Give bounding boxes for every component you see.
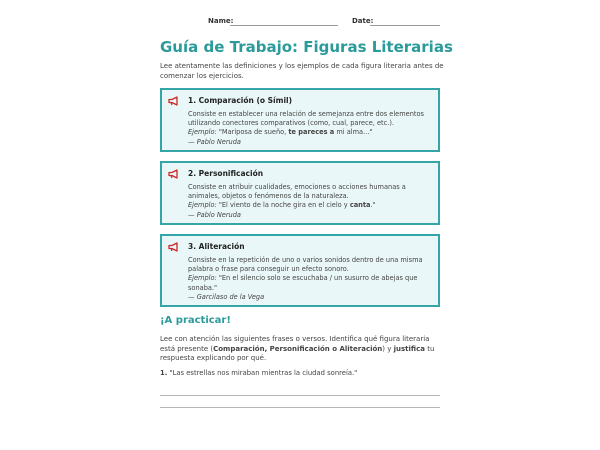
megaphone-icon	[168, 242, 180, 252]
instr-figures: Comparación, Personificación o Aliteración	[213, 344, 383, 353]
instr-post: tu respuesta explicando por qué.	[160, 344, 435, 362]
question-text: "Las estrellas nos miraban mientras la ciudad sonreía."	[167, 369, 358, 377]
author-text: — Garcilaso de la Vega	[188, 292, 265, 301]
page-title: Guía de Trabajo: Figuras Literarias	[160, 38, 453, 56]
question-1	[160, 369, 357, 377]
card-title: 3. Aliteración	[188, 242, 245, 251]
definition-text: Consiste en establecer una relación de semejanza entre dos elementos utilizando conectores comparativos (como, cual, parece, etc.).	[188, 110, 424, 128]
card-aliteracion	[160, 234, 440, 307]
intro-text: Lee atentamente las definiciones y los ejemplos de cada figura literaria antes de comenzar los ejercicios.	[160, 62, 444, 80]
example-text	[188, 201, 436, 210]
date-field-line[interactable]	[370, 25, 440, 26]
example-line2: sonaba."	[188, 283, 218, 292]
example-post: ."	[370, 201, 376, 210]
name-label: Name:	[208, 17, 234, 25]
card-body	[188, 110, 436, 147]
card-body	[188, 256, 436, 302]
card-body	[188, 183, 436, 220]
megaphone-icon	[168, 96, 180, 106]
definition-text: Consiste en la repetición de uno o varios sonidos dentro de una misma palabra o frase para conseguir un efecto sonoro.	[188, 256, 423, 274]
card-title: 2. Personificación	[188, 169, 264, 178]
example-line1: "En el silencio solo se escuchaba / un susurro de abejas que	[216, 274, 418, 283]
example-label: Ejemplo:	[188, 274, 217, 283]
answer-line-1[interactable]	[160, 395, 440, 396]
card-title: 1. Comparación (o Símil)	[188, 96, 293, 105]
instr-pre: Lee con atención las siguientes frases o versos. Identifica qué figura literaria está presente (	[160, 335, 430, 353]
example-bold: canta	[349, 201, 371, 210]
card-comparacion	[160, 88, 440, 152]
example-pre: "Mariposa de sueño,	[216, 128, 289, 137]
practice-heading: ¡A practicar!	[160, 315, 231, 326]
instr-justify: justifica	[393, 344, 425, 353]
practice-instructions	[160, 335, 445, 364]
question-number: 1.	[160, 369, 168, 377]
example-post: mi alma..."	[334, 128, 373, 137]
date-label: Date:	[352, 17, 374, 25]
megaphone-icon	[168, 169, 180, 179]
author-text: — Pablo Neruda	[188, 137, 241, 146]
example-label: Ejemplo:	[188, 128, 217, 137]
example-text	[188, 274, 436, 292]
author-text: — Pablo Neruda	[188, 210, 241, 219]
answer-line-2[interactable]	[160, 407, 440, 408]
example-bold: te pareces a	[288, 128, 335, 137]
definition-text: Consiste en atribuir cualidades, emociones o acciones humanas a animales, objetos o fenómenos de la naturaleza.	[188, 183, 406, 201]
card-personificacion	[160, 161, 440, 225]
name-field-line[interactable]	[230, 25, 338, 26]
instr-mid: ) y	[382, 344, 394, 353]
example-label: Ejemplo:	[188, 201, 217, 210]
example-pre: "El viento de la noche gira en el cielo y	[216, 201, 350, 210]
example-text	[188, 128, 436, 137]
